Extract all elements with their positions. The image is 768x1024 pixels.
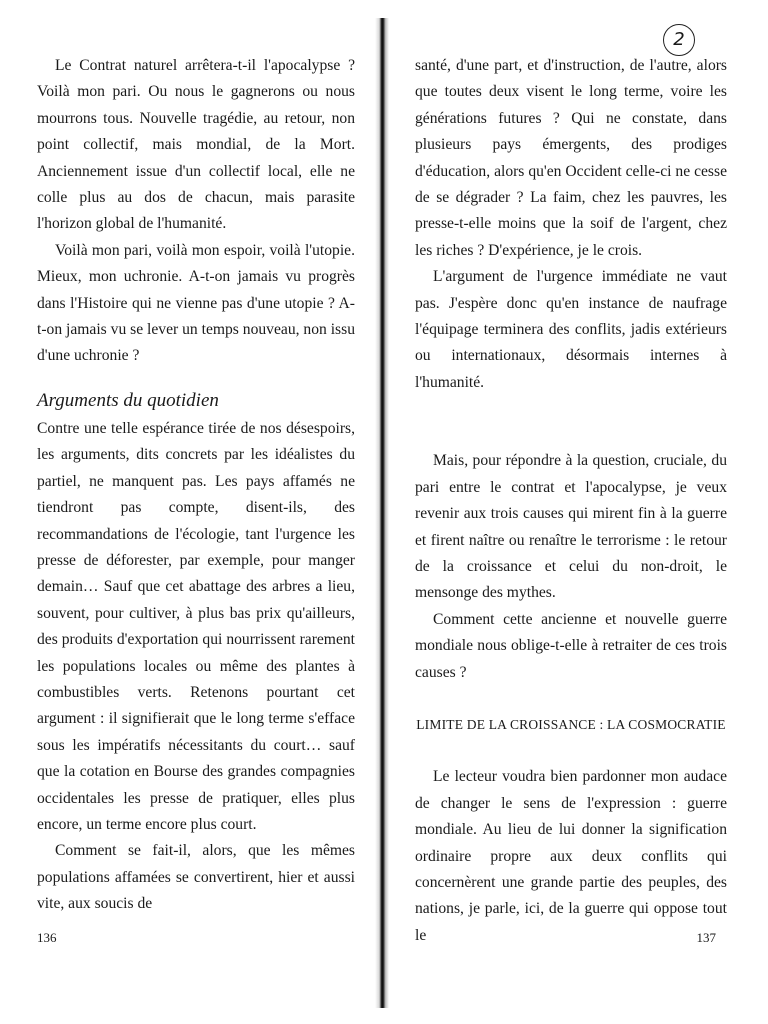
paragraph: Le lecteur voudra bien pardonner mon audace de changer le sens de l'expression : guerre mondiale. Au lieu de lui donner la signification ordinaire propre aux deux conflits qui concernèrent une grande partie des peuples, des nations, je parle, ici, de la guerre qui oppose tout le <box>415 768 727 944</box>
paragraph: Comment se fait-il, alors, que les mêmes populations affamées se convertirent, hier et aussi vite, aux soucis de <box>37 842 355 913</box>
paragraph: santé, d'une part, et d'instruction, de l'autre, alors que toutes deux visent le long terme, voire les générations futures ? Qui ne constate, dans plusieurs pays émergents, des prodiges d'éducation, alors qu'en Occident celle-ci ne cesse de se dégrader ? La faim, chez les pauvres, les presse-t-elle moins que la soif de l'argent, chez les riches ? D'expérience, je le crois. <box>415 57 727 259</box>
paragraph: Le Contrat naturel arrêtera-t-il l'apocalypse ? Voilà mon pari. Ou nous le gagnerons ou nous mourrons tous. Nouvelle tragédie, au retour, non point collectif, mais mondial, de la Mort. Anciennement issue d'un collectif local, elle ne colle plus au dos de chacun, mais parasite l'horizon global de l'humanité. <box>37 57 355 233</box>
page-number: 136 <box>37 930 57 945</box>
paragraph: Voilà mon pari, voilà mon espoir, voilà l'utopie. Mieux, mon uchronie. A-t-on jamais vu progrès dans l'Histoire qui ne vienne pas d'une utopie ? A-t-on jamais vu se lever un temps nouveau, non issu d'une uchronie ? <box>37 241 355 365</box>
handwritten-page-mark: 2 <box>663 24 695 56</box>
page-number: 137 <box>696 930 716 945</box>
left-page <box>0 0 383 1024</box>
section-title: Arguments du quotidien <box>37 389 219 411</box>
right-page <box>385 0 768 1024</box>
blank-line <box>415 396 727 448</box>
blank-line <box>415 738 727 764</box>
right-text-column <box>415 53 727 949</box>
paragraph: Contre une telle espérance tirée de nos désespoirs, les arguments, dits concrets par les idéalistes du partiel, ne manquent pas. Les pays affamés ne tiendront pas compte, disent-ils, des recommandations de l'écologie, tant l'urgence les presse de déforester, par exemple, pour manger demain… Sauf que cet abattage des arbres a lieu, souvent, pour cultiver, à plus bas prix qu'ailleurs, des produits d'exportation qui nourrissent rarement les populations locales ou même des plantes à combustibles verts. Retenons pourtant cet argument : il signifierait que le long terme s'efface sous les impératifs nécessitants du court… sauf que la cotation en Bourse des grandes compagnies occidentales les presse de pratiquer, elles plus encore, un terme encore plus court. <box>37 419 355 833</box>
left-text-column <box>37 53 355 918</box>
blank-line <box>415 686 727 712</box>
paragraph: L'argument de l'urgence immédiate ne vaut pas. J'espère donc qu'en instance de naufrage l'équipage terminera des conflits, jadis extérieurs ou internationaux, désormais internes à l'humanité. <box>415 268 727 391</box>
paragraph: Comment cette ancienne et nouvelle guerre mondiale nous oblige-t-elle à retraiter de ces trois causes ? <box>415 610 727 681</box>
paragraph: Mais, pour répondre à la question, cruciale, du pari entre le contrat et l'apocalypse, je veux revenir aux trois causes qui mirent fin à la guerre et firent naître ou renaître le terrorisme : le retour de la croissance et celui du non-droit, le mensonge des mythes. <box>415 452 727 602</box>
section-heading: LIMITE DE LA CROISSANCE : LA COSMOCRATIE <box>416 716 726 732</box>
